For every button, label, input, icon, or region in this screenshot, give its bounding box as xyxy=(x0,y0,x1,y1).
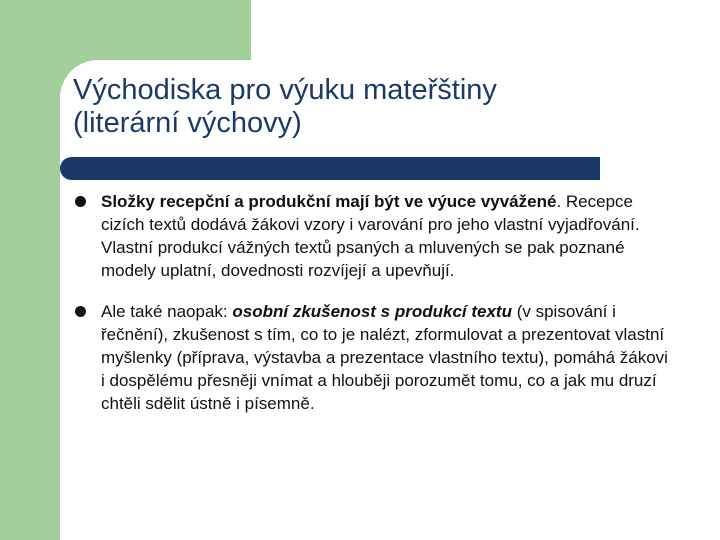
bullet-dot-icon xyxy=(75,306,86,317)
title-underline-bar xyxy=(60,157,600,180)
bullet-1-text: . Recepce cizích textů dodává žákovi vzory i varování pro jeho vlastní vyjadřování. Vlastní produkcí vážných textů psaných a mluvených se pak poznané modely uplatní, dovednosti rozvíjejí a upevňují. xyxy=(101,192,640,280)
slide-title-line-1: Východiska pro výuku mateřštiny xyxy=(73,74,497,106)
bullet-item-balance xyxy=(75,190,675,282)
bullet-2-emphasis-text: osobní zkušenost s produkcí textu xyxy=(232,302,512,321)
slide-title-line-2: (literární výchovy) xyxy=(73,107,302,139)
bullet-item-experience xyxy=(75,300,675,415)
bullet-dot-icon xyxy=(75,196,86,207)
bullet-1-bold-text: Složky recepční a produkční mají být ve výuce vyvážené xyxy=(101,192,557,211)
bullet-2-intro-text: Ale také naopak: xyxy=(101,302,233,321)
bullet-list xyxy=(75,190,675,415)
bullet-2-text: (v spisování i řečnění), zkušenost s tím, co to je nalézt, zformulovat a prezentovat vlastní myšlenky (příprava, výstavba a prezentace vlastního textu), pomáhá žákovi i dospělému přesněji vnímat a hlouběji porozumět tomu, co a jak mu druzí chtěli sdělit ústně i písemně. xyxy=(101,302,668,413)
slide-title xyxy=(73,74,693,140)
